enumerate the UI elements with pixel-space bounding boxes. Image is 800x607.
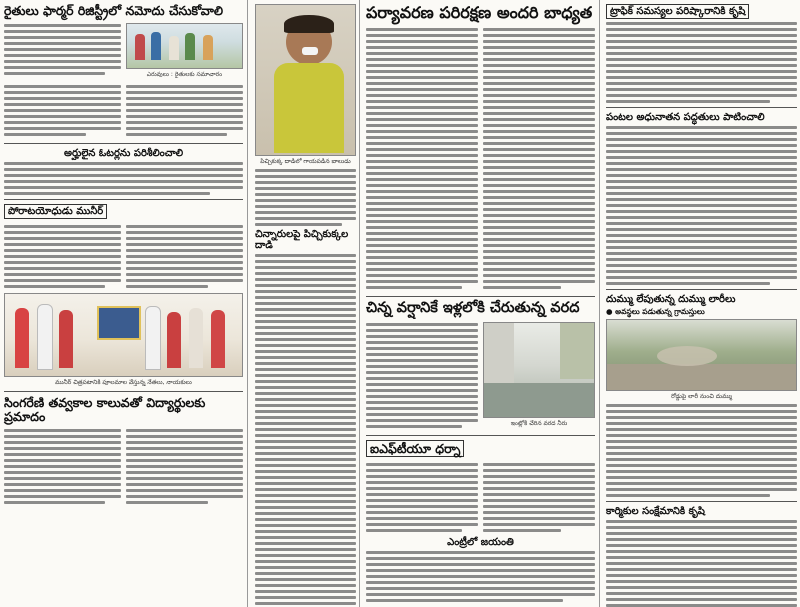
headline-voters-list: అర్హులైన ఓటర్లను పరిశీలించాలి — [63, 147, 184, 159]
headline-traffic: ట్రాఫిక్ సమస్యల పరిష్కారానికి కృషి — [606, 4, 797, 19]
article-body — [483, 463, 595, 532]
article-body — [255, 169, 356, 226]
headline-dog-attack: చిన్నారులపై పిచ్చికుక్కల దాడి — [255, 229, 349, 251]
article-body — [606, 22, 797, 103]
column-4 — [602, 0, 800, 607]
article-body — [4, 85, 121, 136]
photo-caption: ఎరువులు : రైతులకు సమాచారం — [146, 70, 223, 78]
article-body — [483, 28, 595, 289]
article-body — [4, 24, 121, 75]
photo-caption: మునీర్ చిత్రపటానికి పూలమాల వేస్తున్న నేతలు, నాయకులు — [55, 378, 192, 386]
injured-child-photo — [255, 4, 356, 156]
flood-water-photo — [483, 322, 595, 418]
column-3 — [362, 0, 600, 607]
article-body — [606, 126, 797, 285]
headline-singareni: సింగరేణి తవ్వకాల కాలువతో విద్యార్థులకు ప్రమాదం — [4, 394, 206, 424]
article-body — [126, 429, 243, 504]
article-body — [366, 323, 478, 428]
headline-workers: కార్మికుల సంక్షేమానికి కృషి — [606, 506, 705, 518]
munir-tribute-photo — [4, 293, 243, 377]
article-body — [366, 551, 595, 602]
farmers-meeting-photo — [126, 23, 243, 69]
headline-iftu: ఐఎఫ్‌టీయూ ధర్నా — [366, 440, 595, 458]
photo-caption: రోడ్డుపై లారీ నుంచి దుమ్ము — [671, 393, 732, 401]
headline-dust: దుమ్ము లేపుతున్న దుమ్ము లారీలు — [606, 294, 736, 305]
dusty-road-photo — [606, 319, 797, 391]
article-body — [126, 85, 243, 136]
column-2 — [252, 0, 360, 607]
article-body — [4, 225, 121, 288]
subheadline-dust: ● అవస్థలు పడుతున్న గ్రామస్తులు — [606, 307, 705, 316]
headline-munir: పోరాటయోధుడు మునీర్ — [4, 204, 243, 219]
headline-environment: పర్యావరణ పరిరక్షణ అందరి బాధ్యత — [366, 3, 593, 22]
headline-entrance: ఎంట్రీలో జయంతి — [447, 537, 514, 549]
column-1 — [0, 0, 248, 607]
headline-farmer-registry: రైతులు ఫార్మర్ రిజిస్ట్రీలో నమోదు చేసుకోవాలి — [4, 3, 223, 18]
article-body — [4, 429, 121, 504]
headline-crops: పంటల అధునాతన పద్ధతులు పాటించాలి — [606, 112, 765, 123]
article-body — [126, 225, 243, 288]
article-body — [606, 404, 797, 497]
article-body — [255, 254, 356, 607]
article-body — [366, 463, 478, 532]
article-body — [366, 28, 478, 289]
headline-flood: చిన్న వర్షానికే ఇళ్లలోకి చేరుతున్న వరద — [366, 299, 580, 316]
photo-caption: పిచ్చికుక్క దాడిలో గాయపడిన బాలుడు — [260, 158, 351, 165]
article-body — [606, 520, 797, 607]
photo-caption: ఇంట్లోకి చేరిన వరద నీరు — [510, 419, 568, 427]
article-body — [4, 162, 243, 195]
